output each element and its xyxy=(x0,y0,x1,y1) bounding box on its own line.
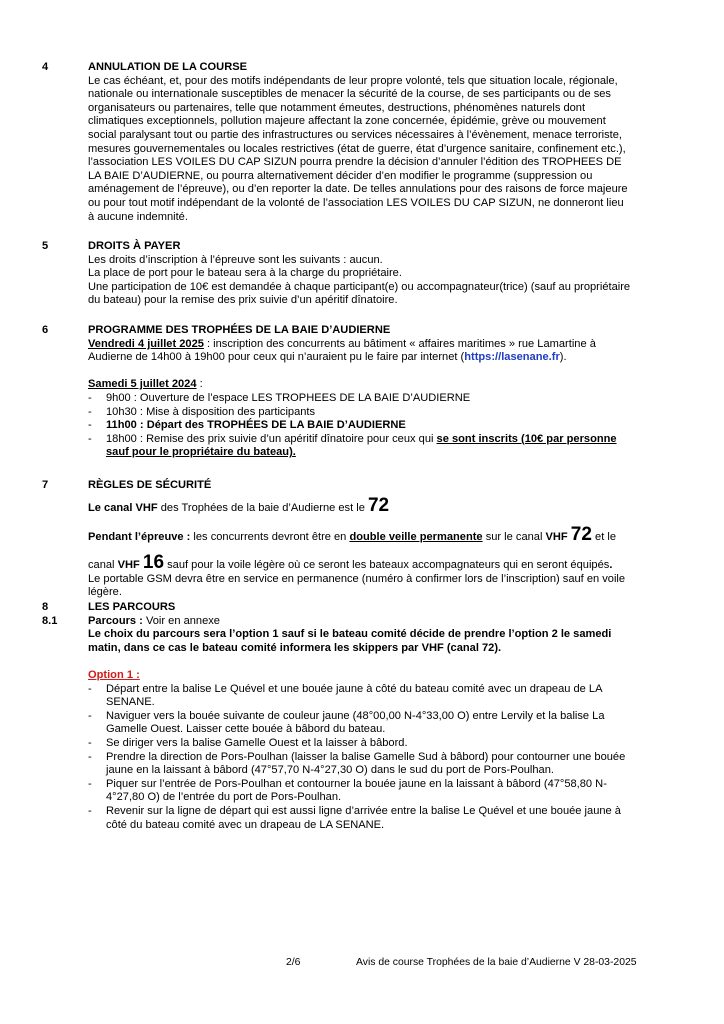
friday-paragraph: Vendredi 4 juillet 2025 : inscription des concurrents au bâtiment « affaires maritimes » rue Lamartine à xyxy=(88,337,596,350)
saturday-heading: Samedi 5 juillet 2024 : xyxy=(88,378,203,391)
text-line: LA BAIE D’AUDIERNE, ou pourra alternativement décider d’en modifier le programme (suppression ou xyxy=(88,169,593,182)
text-line: du bateau) pour la remise des prix suivie d’un apéritif dînatoire. xyxy=(88,294,398,307)
list-item: - Naviguer vers la bouée suivante de couleur jaune (48°00,00 N-4°33,00 O) entre Lervily et la balise La Gamelle Ouest. Laisser cette bouée à bâbord du bateau. xyxy=(88,710,683,737)
text-line: Une participation de 10€ est demandée à chaque participant(e) ou accompagnateur(trice) (sauf au propriétaire xyxy=(88,280,631,293)
section-title: RÈGLES DE SÉCURITÉ xyxy=(88,479,212,491)
schedule-list xyxy=(88,392,683,460)
parcours-line: Parcours : Voir en annexe xyxy=(88,614,220,627)
list-item: - 11h00 : Départ des TROPHÉES DE LA BAIE D’AUDIERNE xyxy=(88,419,683,433)
section-body xyxy=(88,254,683,308)
section-number: 5 xyxy=(42,240,49,252)
friday-paragraph-line2: Audierne de 14h00 à 19h00 pour ceux qui n’auraient pu le faire par internet (https://lasenane.fr). xyxy=(88,351,567,364)
document-footer: Avis de course Trophées de la baie d’Audierne V 28-03-2025 xyxy=(356,957,637,968)
text-line: à aucune indemnité. xyxy=(88,210,188,223)
text-line: social paralysant tout ou partie des infrastructures ou services nécessaires à l’évènement, menace terroriste, xyxy=(88,128,622,141)
section-number: 4 xyxy=(42,61,49,73)
section-number: 8 xyxy=(42,601,49,613)
option-1-label: Option 1 : xyxy=(88,668,140,681)
section-title: PROGRAMME DES TROPHÉES DE LA BAIE D’AUDIERNE xyxy=(88,324,391,336)
vhf-channel-72: 72 xyxy=(367,495,390,516)
text-line: mesures gouvernementales ou locales restrictives (état de guerre, état d’urgence sanitaire, confinement etc.), xyxy=(88,142,626,155)
text-line: Le cas échéant, et, pour des motifs indépendants de leur propre volonté, tels que situation locale, régionale, xyxy=(88,74,618,87)
vhf-line: Le canal VHF des Trophées de la baie d’Audierne est le 72 xyxy=(88,495,390,516)
section-title: ANNULATION DE LA COURSE xyxy=(88,61,248,73)
list-item: - Piquer sur l’entrée de Pors-Poulhan et contourner la bouée jaune en la laissant à bâbord (47°58,80 N- 4°27,80 O) de l’entrée du port de Pors-Poulhan. xyxy=(88,778,683,805)
section-title: DROITS À PAYER xyxy=(88,240,181,252)
text-line: l’association LES VOILES DU CAP SIZUN pourra prendre la décision d’annuler l’édition des TROPHEES DE xyxy=(88,156,622,169)
list-item: - 9h00 : Ouverture de l’espace LES TROPHEES DE LA BAIE D’AUDIERNE xyxy=(88,392,683,406)
friday-date: Vendredi 4 juillet 2025 xyxy=(88,337,204,350)
text-line: légère. xyxy=(88,586,122,599)
option-heading xyxy=(88,669,683,683)
text-line: matin, dans ce cas le bateau comité informera les skippers par VHF (canal 72). xyxy=(88,641,502,654)
section-title: LES PARCOURS xyxy=(88,601,176,613)
section-number: 7 xyxy=(42,479,49,491)
section-number: 6 xyxy=(42,324,49,336)
text-line: Les droits d’inscription à l’épreuve sont les suivants : aucun. xyxy=(88,253,383,266)
page-number: 2/6 xyxy=(286,957,301,968)
section-body xyxy=(88,495,683,600)
list-item: - 18h00 : Remise des prix suivie d’un apéritif dînatoire pour ceux qui se sont inscrits (10€ par personne sauf pour le propriétaire du bateau). xyxy=(88,433,683,460)
website-link[interactable]: https://lasenane.fr xyxy=(464,351,560,364)
text-line: aménagement de l’épreuve), ou d’en reporter la date. De telles annulations pour des raisons de force majeure xyxy=(88,183,628,196)
list-item: - 10h30 : Mise à disposition des participants xyxy=(88,406,683,420)
section-body xyxy=(88,338,683,460)
text-line: climatiques exceptionnels, pollution majeure affectant la zone concernée, épidémie, grève ou mouvement xyxy=(88,115,606,128)
channel16-line: canal VHF 16 sauf pour la voile légère où ce seront les bateaux accompagnateurs qui en seront équipés. xyxy=(88,552,613,574)
saturday-date: Samedi 5 juillet 2024 xyxy=(88,378,197,391)
section-body xyxy=(88,75,683,225)
list-item: - Départ entre la balise Le Quével et une bouée jaune à côté du bateau comité avec un drapeau de LA SENANE. xyxy=(88,683,683,710)
text-line: nationale ou internationale susceptibles de menacer la sécurité de la course, de ses participants ou de ses xyxy=(88,88,611,101)
list-item: - Se diriger vers la balise Gamelle Ouest et la laisser à bâbord. xyxy=(88,737,683,751)
course-list xyxy=(88,683,683,833)
watch-line: Pendant l’épreuve : les concurrents devront être en double veille permanente sur le canal VHF 72 et le xyxy=(88,523,616,545)
text-line: Le portable GSM devra être en service en permanence (numéro à confirmer lors de l’inscription) sauf en voile xyxy=(88,572,626,585)
section-body xyxy=(88,615,683,833)
text-line: organisateurs ou partenaires, telle que notamment émeutes, destructions, phénomènes naturels dont xyxy=(88,101,586,114)
text-line: ou pour tout motif indépendant de la volonté de l’association LES VOILES DU CAP SIZUN, ne donneront lieu xyxy=(88,196,624,209)
text-line: La place de port pour le bateau sera à la charge du propriétaire. xyxy=(88,267,402,280)
subsection-number: 8.1 xyxy=(42,614,58,627)
text-line: Le choix du parcours sera l’option 1 sauf si le bateau comité décide de prendre l’option 2 le samedi xyxy=(88,628,612,641)
list-item: - Revenir sur la ligne de départ qui est aussi ligne d’arrivée entre la balise Le Quével et une bouée jaune à côté du bateau comité avec un drapeau de LA SENANE. xyxy=(88,805,683,832)
list-item: - Prendre la direction de Pors-Poulhan (laisser la balise Gamelle Sud à bâbord) pour contourner une bouée jaune en la laissant à bâbord (47°57,70 N-4°27,30 O) dans le sud du port de Pors-Poulhan. xyxy=(88,751,683,778)
